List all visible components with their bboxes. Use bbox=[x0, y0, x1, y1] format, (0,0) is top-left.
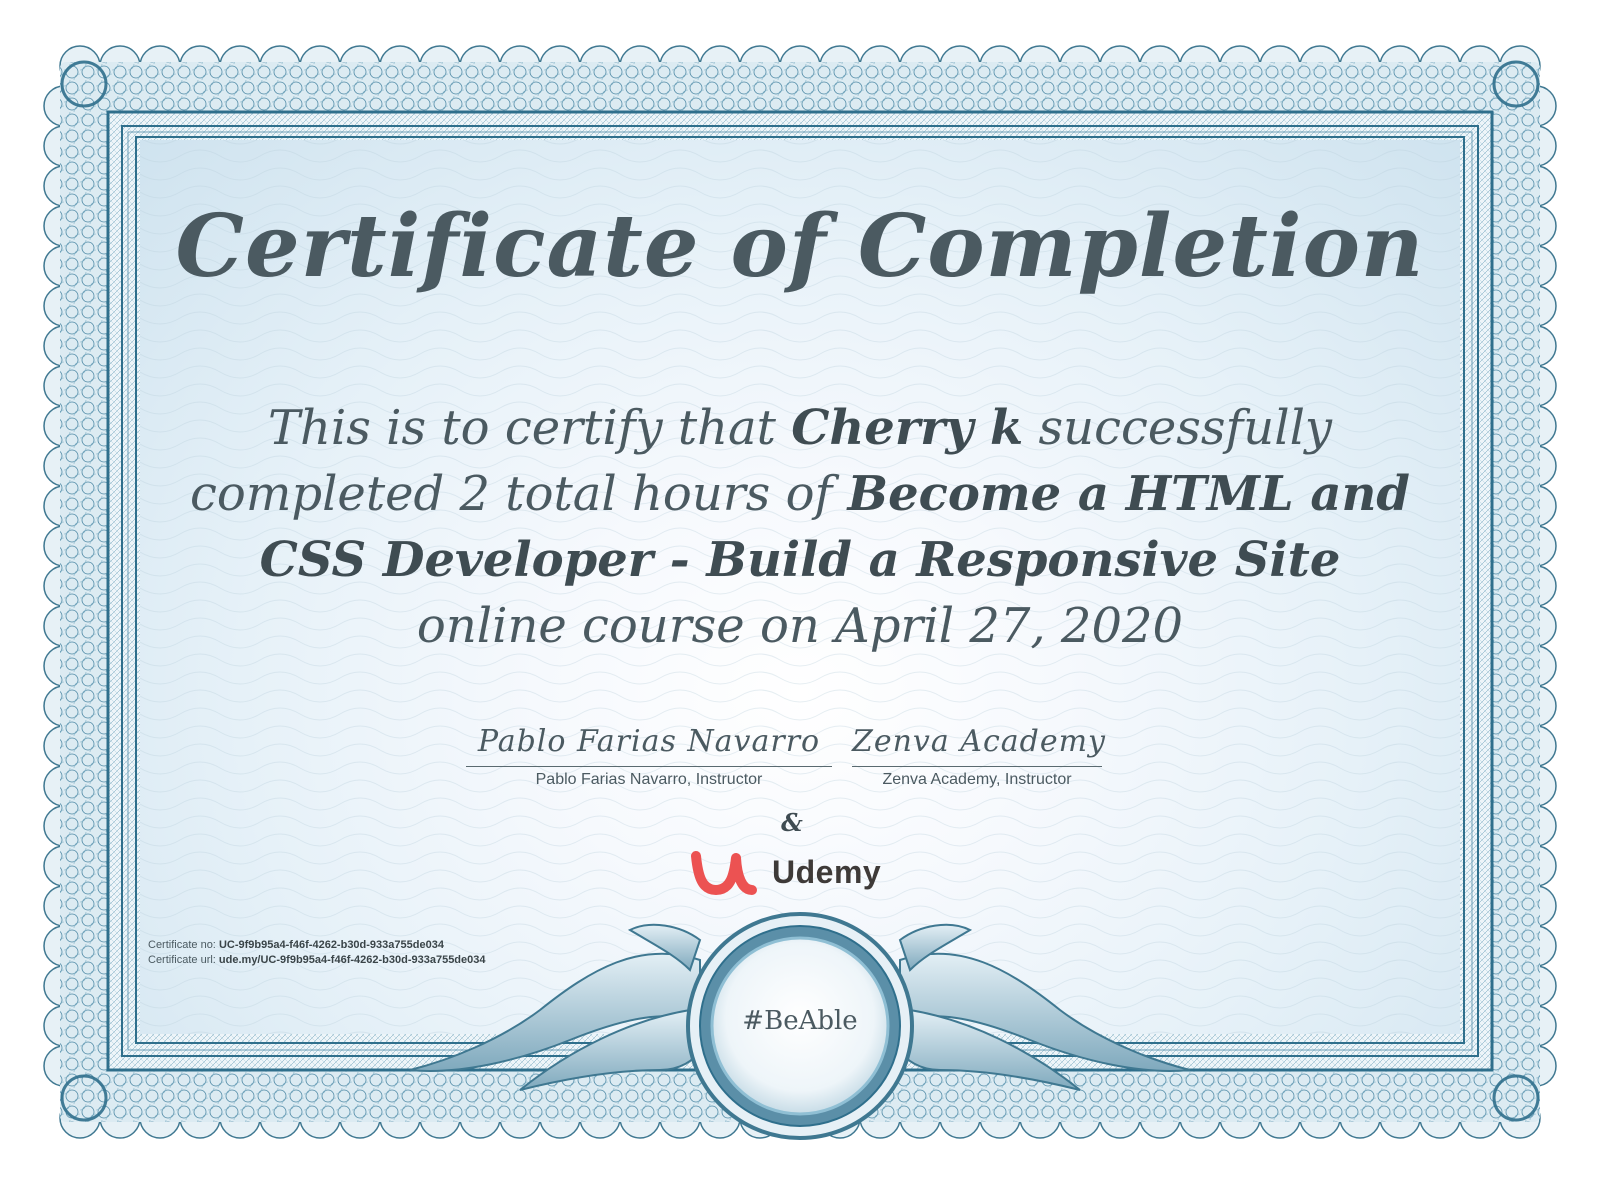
signature-script: Pablo Farias Navarro bbox=[477, 724, 821, 759]
wave-line bbox=[140, 672, 1460, 684]
wave-line bbox=[140, 140, 1460, 144]
wave-line bbox=[140, 690, 1460, 702]
recipient-name: Cherry k bbox=[791, 400, 1024, 456]
ampersand: & bbox=[781, 808, 803, 837]
signature-block-1 bbox=[466, 720, 832, 789]
signature-block-2 bbox=[852, 720, 1106, 789]
wave-line bbox=[140, 348, 1460, 360]
left-ribbon bbox=[410, 925, 700, 1090]
certificate-url: ude.my/UC-9f9b95a4-f46f-4262-b30d-933a755de034 bbox=[218, 954, 486, 966]
certificate-title: Certificate of Completion bbox=[175, 196, 1425, 297]
statement-middle: successfully completed 2 total hours of bbox=[190, 400, 1333, 522]
right-ribbon bbox=[900, 925, 1190, 1090]
wave-line bbox=[140, 312, 1460, 324]
signature-line bbox=[466, 766, 832, 767]
signature-caption: Zenva Academy, Instructor bbox=[882, 771, 1072, 788]
certificate-url-label: Certificate url: bbox=[148, 954, 216, 966]
udemy-wordmark: Udemy bbox=[772, 853, 882, 890]
certificate-statement bbox=[190, 395, 1410, 659]
wave-line bbox=[140, 330, 1460, 342]
statement-outro: online course on April 27, 2020 bbox=[416, 598, 1184, 654]
certificate-number-label: Certificate no: bbox=[148, 939, 216, 951]
wave-line bbox=[140, 708, 1460, 720]
udemy-u-icon bbox=[690, 846, 758, 898]
signature-caption: Pablo Farias Navarro, Instructor bbox=[535, 771, 763, 788]
wave-line bbox=[140, 168, 1460, 180]
wave-line bbox=[140, 366, 1460, 378]
signature-line bbox=[852, 766, 1102, 767]
udemy-logo bbox=[690, 842, 881, 902]
seal-hashtag: #BeAble bbox=[742, 1006, 858, 1036]
certificate-number: UC-9f9b95a4-f46f-4262-b30d-933a755de034 bbox=[218, 939, 444, 951]
wave-line bbox=[140, 150, 1460, 162]
course-name: Become a HTML and CSS Developer - Build a Responsive Site bbox=[259, 466, 1410, 588]
statement-intro: This is to certify that bbox=[267, 400, 776, 456]
signature-script: Zenva Academy bbox=[852, 724, 1106, 759]
